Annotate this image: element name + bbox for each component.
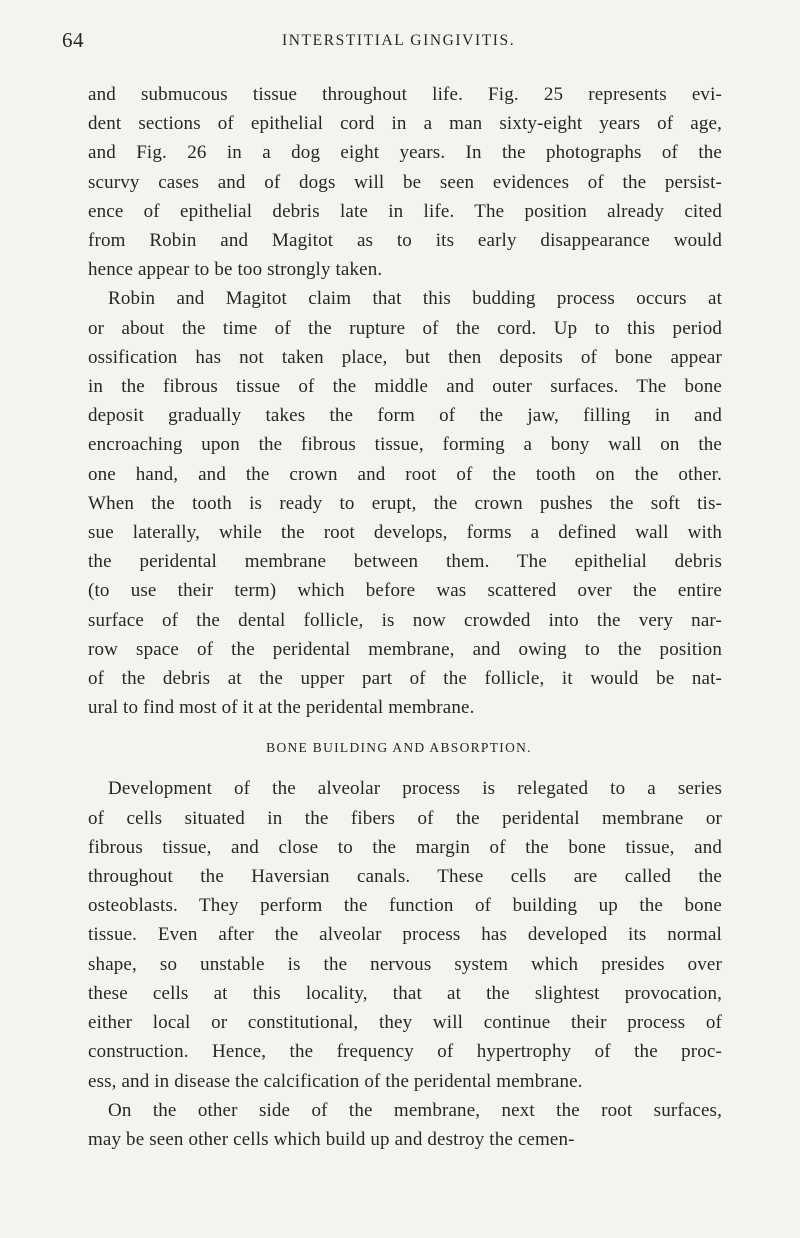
- text-line: encroaching upon the fibrous tissue, forming a bony wall on the: [88, 434, 722, 456]
- text-line: fibrous tissue, and close to the margin of the bone tissue, and: [88, 836, 722, 858]
- text-line: hence appear to be too strongly taken.: [88, 259, 383, 281]
- text-line: or about the time of the rupture of the cord. Up to this period: [88, 317, 722, 339]
- text-line: Robin and Magitot claim that this budding process occurs at: [108, 288, 722, 310]
- text-line: throughout the Haversian canals. These cells are called the: [88, 866, 722, 888]
- paragraph-3: [88, 774, 722, 1095]
- text-line: (to use their term) which before was scattered over the entire: [88, 580, 722, 602]
- text-line: ossification has not taken place, but then deposits of bone appear: [88, 346, 722, 368]
- text-line: surface of the dental follicle, is now crowded into the very nar-: [88, 609, 722, 631]
- text-line: deposit gradually takes the form of the jaw, filling in and: [88, 405, 722, 427]
- text-line: scurvy cases and of dogs will be seen evidences of the persist-: [88, 171, 722, 193]
- text-line: shape, so unstable is the nervous system which presides over: [88, 953, 722, 975]
- paragraph-4: [88, 1096, 722, 1154]
- section-heading: BONE BUILDING AND ABSORPTION.: [266, 740, 532, 756]
- text-line: dent sections of epithelial cord in a man sixty-eight years of age,: [88, 113, 722, 135]
- text-line: one hand, and the crown and root of the tooth on the other.: [88, 463, 722, 485]
- text-line: On the other side of the membrane, next the root surfaces,: [108, 1099, 722, 1121]
- text-line: and Fig. 26 in a dog eight years. In the photographs of the: [88, 142, 722, 164]
- text-line: these cells at this locality, that at the slightest provocation,: [88, 982, 722, 1004]
- paragraph-2: [88, 284, 722, 722]
- text-line: row space of the peridental membrane, and owing to the position: [88, 638, 722, 660]
- text-line: osteoblasts. They perform the function of building up the bone: [88, 895, 722, 917]
- running-header: [62, 28, 720, 54]
- text-line: and submucous tissue throughout life. Fig. 25 represents evi-: [88, 84, 722, 105]
- text-line: of cells situated in the fibers of the peridental membrane or: [88, 807, 722, 829]
- text-line: sue laterally, while the root develops, forms a defined wall with: [88, 522, 722, 544]
- text-line: ural to find most of it at the peridental membrane.: [88, 697, 475, 719]
- page-number: 64: [62, 28, 84, 52]
- text-line: construction. Hence, the frequency of hypertrophy of the proc-: [88, 1041, 722, 1063]
- text-line: ence of epithelial debris late in life. The position already cited: [88, 200, 722, 222]
- paragraph-1: [88, 80, 722, 284]
- text-line: in the fibrous tissue of the middle and outer surfaces. The bone: [88, 376, 722, 398]
- text-line: tissue. Even after the alveolar process has developed its normal: [88, 924, 722, 946]
- text-line: either local or constitutional, they will continue their process of: [88, 1012, 722, 1034]
- body-text: [88, 80, 722, 1154]
- text-line: Development of the alveolar process is relegated to a series: [108, 778, 722, 800]
- running-title: INTERSTITIAL GINGIVITIS.: [282, 32, 516, 49]
- text-line: of the debris at the upper part of the follicle, it would be nat-: [88, 668, 722, 690]
- text-line: When the tooth is ready to erupt, the crown pushes the soft tis-: [88, 492, 722, 514]
- text-line: ess, and in disease the calcification of the peridental membrane.: [88, 1070, 583, 1092]
- text-line: the peridental membrane between them. The epithelial debris: [88, 551, 722, 573]
- text-line: from Robin and Magitot as to its early disappearance would: [88, 230, 722, 252]
- text-line: may be seen other cells which build up and destroy the cemen-: [88, 1128, 575, 1150]
